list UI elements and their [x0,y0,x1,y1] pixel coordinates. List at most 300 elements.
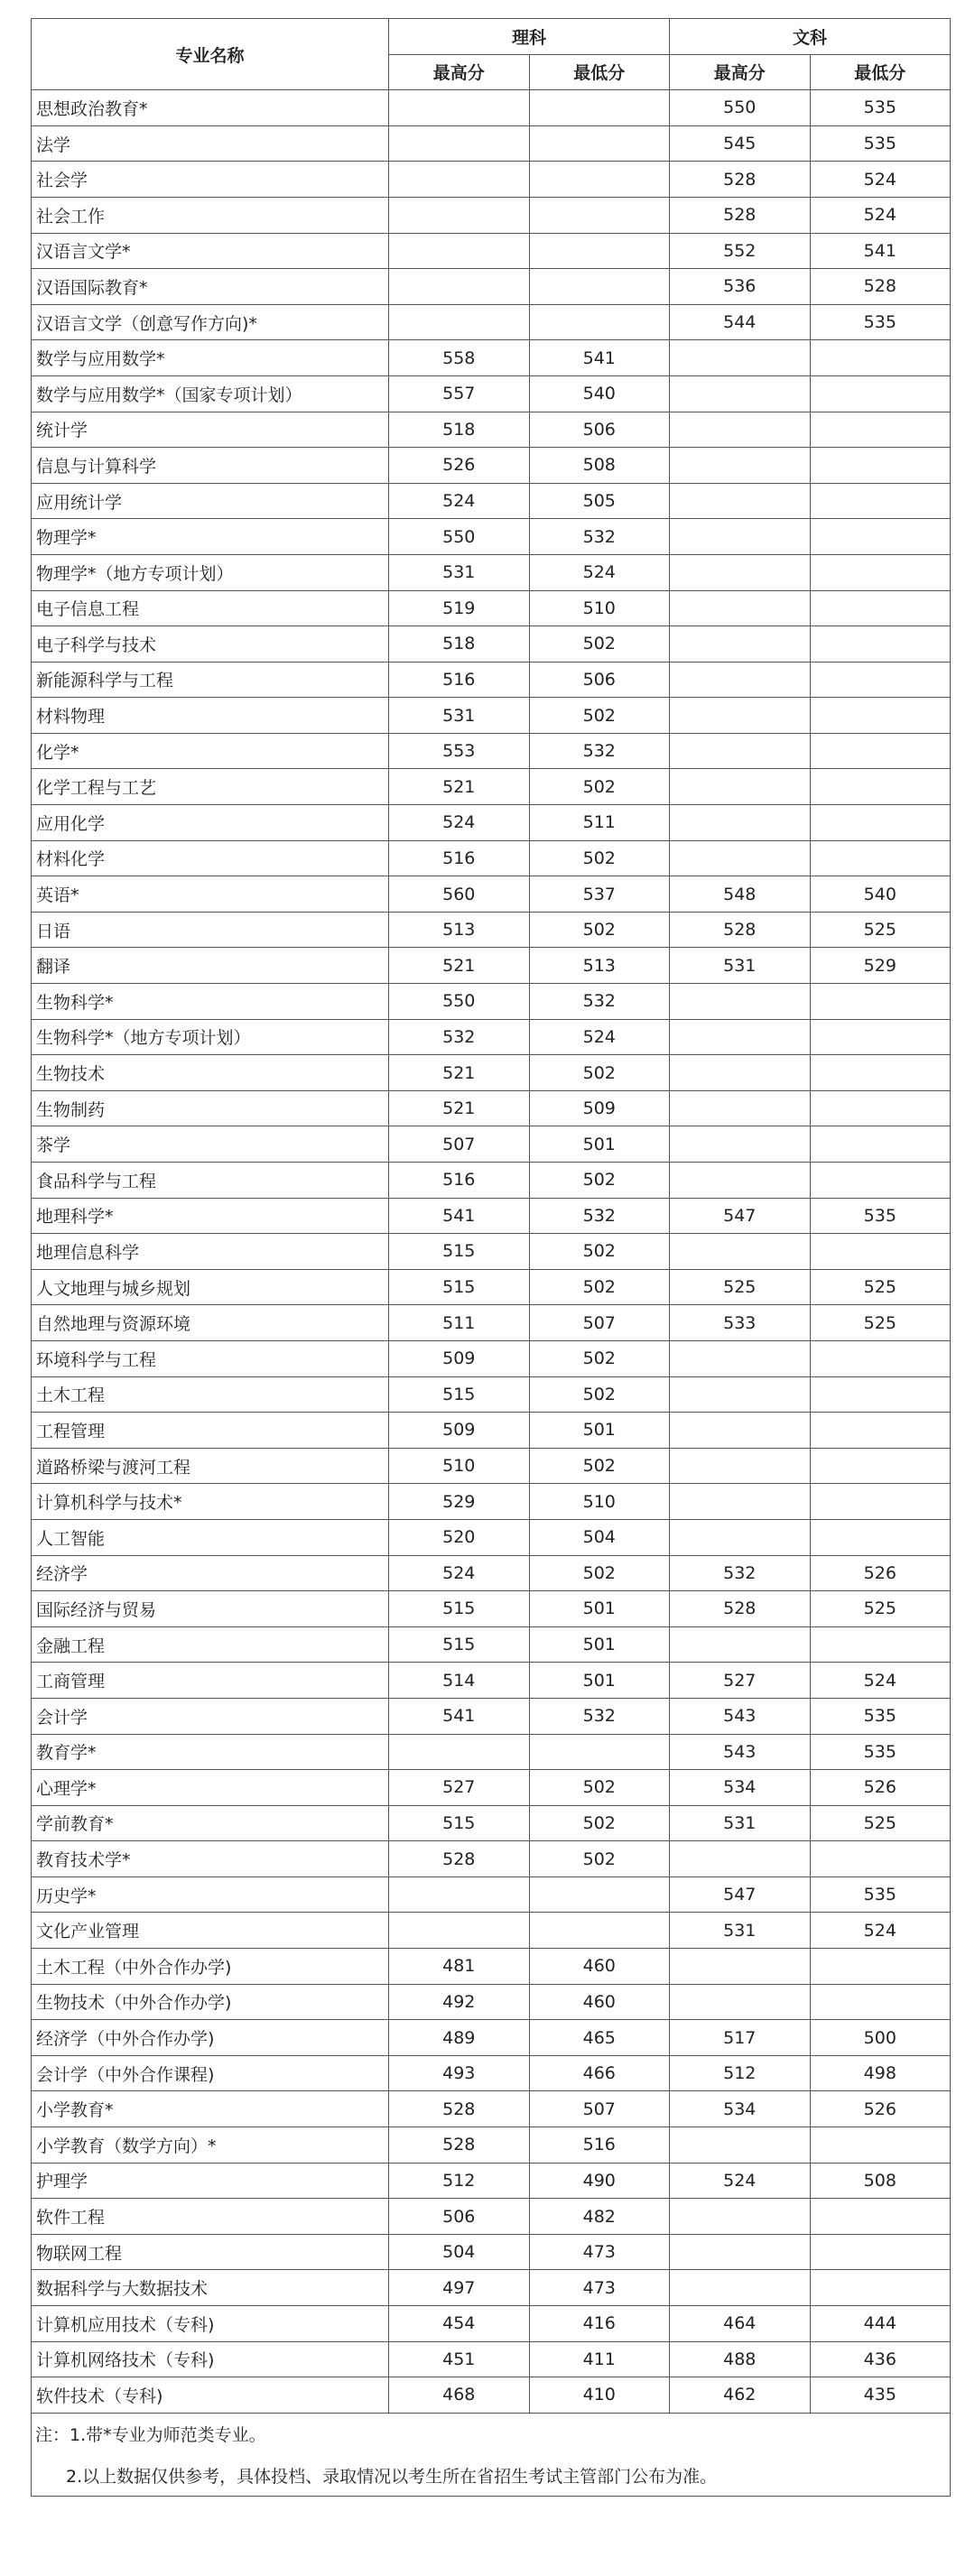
science-max-cell: 531 [389,554,530,590]
arts-min-cell [810,1949,951,1985]
arts-max-cell: 512 [670,2055,811,2091]
arts-min-cell: 525 [810,1805,951,1841]
science-min-cell: 502 [529,1340,670,1376]
arts-max-cell: 547 [670,1876,811,1913]
science-max-cell: 515 [389,1626,530,1663]
major-name-cell: 土木工程（中外合作办学) [32,1949,389,1985]
arts-max-cell [670,1448,811,1484]
major-name-cell: 心理学* [32,1770,389,1806]
science-min-cell: 511 [529,805,670,841]
arts-max-cell [670,662,811,698]
arts-min-cell [810,805,951,841]
major-name-cell: 生物技术（中外合作办学) [32,1984,389,2020]
science-max-cell: 531 [389,698,530,734]
major-name-cell: 教育技术学* [32,1841,389,1877]
arts-max-cell [670,2234,811,2270]
science-max-cell [389,1734,530,1770]
major-name-cell: 化学工程与工艺 [32,769,389,805]
science-min-cell: 502 [529,1163,670,1199]
table-row [32,483,951,519]
major-name-cell: 数据科学与大数据技术 [32,2270,389,2306]
arts-min-cell [810,2270,951,2306]
major-name-cell: 食品科学与工程 [32,1163,389,1199]
arts-min-cell [810,840,951,876]
arts-max-cell: 531 [670,948,811,984]
science-max-cell: 528 [389,2127,530,2164]
table-row [32,1376,951,1413]
science-min-cell: 410 [529,2377,670,2414]
science-max-cell: 515 [389,1234,530,1270]
arts-min-cell [810,1234,951,1270]
arts-min-cell: 535 [810,304,951,340]
arts-max-cell [670,1163,811,1199]
science-max-cell: 509 [389,1413,530,1449]
major-name-cell: 软件技术（专科) [32,2377,389,2414]
table-row [32,1305,951,1341]
arts-min-cell [810,626,951,663]
science-min-cell: 516 [529,2127,670,2164]
arts-min-cell [810,1055,951,1091]
science-min-cell: 510 [529,590,670,626]
table-row [32,90,951,126]
arts-max-cell: 464 [670,2306,811,2342]
header-arts: 文科 [670,19,951,55]
arts-min-cell: 500 [810,2020,951,2056]
arts-min-cell: 535 [810,1734,951,1770]
science-max-cell [389,197,530,233]
arts-min-cell: 529 [810,948,951,984]
major-name-cell: 思想政治教育* [32,90,389,126]
arts-max-cell: 543 [670,1698,811,1734]
arts-max-cell [670,1949,811,1985]
arts-max-cell [670,519,811,555]
note-line-2: 2.以上数据仅供参考，具体投档、录取情况以考生所在省招生考试主管部门公布为准。 [32,2454,951,2496]
arts-max-cell [670,626,811,663]
science-min-cell [529,125,670,162]
arts-min-cell: 535 [810,1698,951,1734]
arts-max-cell: 548 [670,876,811,913]
science-min-cell: 502 [529,1376,670,1413]
arts-min-cell [810,2127,951,2164]
table-row [32,1519,951,1555]
science-max-cell: 516 [389,662,530,698]
major-name-cell: 社会学 [32,162,389,198]
arts-min-cell: 525 [810,1305,951,1341]
arts-min-cell: 435 [810,2377,951,2414]
arts-min-cell: 535 [810,90,951,126]
science-max-cell [389,1876,530,1913]
table-row [32,590,951,626]
major-name-cell: 历史学* [32,1876,389,1913]
table-row [32,2234,951,2270]
arts-max-cell [670,448,811,484]
arts-min-cell: 508 [810,2163,951,2199]
science-min-cell: 502 [529,1269,670,1305]
science-min-cell: 505 [529,483,670,519]
major-name-cell: 统计学 [32,412,389,448]
table-row [32,2199,951,2235]
table-row [32,519,951,555]
arts-min-cell [810,769,951,805]
science-min-cell: 501 [529,1663,670,1699]
arts-min-cell [810,2234,951,2270]
table-row [32,554,951,590]
science-max-cell: 524 [389,483,530,519]
arts-min-cell: 436 [810,2341,951,2377]
major-name-cell: 国际经济与贸易 [32,1591,389,1627]
science-min-cell [529,269,670,305]
arts-min-cell [810,483,951,519]
science-max-cell [389,125,530,162]
arts-min-cell: 524 [810,197,951,233]
major-name-cell: 文化产业管理 [32,1913,389,1949]
major-name-cell: 电子信息工程 [32,590,389,626]
major-name-cell: 生物制药 [32,1090,389,1126]
arts-min-cell [810,412,951,448]
table-row [32,233,951,269]
arts-max-cell [670,2127,811,2164]
arts-min-cell [810,1484,951,1520]
table-row [32,1698,951,1734]
major-name-cell: 英语* [32,876,389,913]
arts-min-cell [810,1163,951,1199]
table-row [32,448,951,484]
arts-min-cell [810,2199,951,2235]
science-min-cell: 502 [529,698,670,734]
major-name-cell: 汉语言文学* [32,233,389,269]
arts-min-cell: 444 [810,2306,951,2342]
major-name-cell: 经济学 [32,1555,389,1591]
science-min-cell [529,90,670,126]
science-min-cell [529,197,670,233]
arts-max-cell: 552 [670,233,811,269]
table-row [32,375,951,412]
arts-max-cell: 543 [670,1734,811,1770]
arts-max-cell: 528 [670,912,811,948]
arts-max-cell [670,840,811,876]
science-min-cell [529,1913,670,1949]
table-row [32,2020,951,2056]
major-name-cell: 教育学* [32,1734,389,1770]
major-name-cell: 小学教育* [32,2091,389,2127]
science-max-cell: 518 [389,412,530,448]
arts-max-cell [670,1126,811,1163]
table-row [32,2377,951,2414]
arts-max-cell [670,412,811,448]
arts-max-cell [670,984,811,1020]
arts-max-cell [670,1841,811,1877]
major-name-cell: 会计学（中外合作课程) [32,2055,389,2091]
table-row [32,2055,951,2091]
science-min-cell: 532 [529,733,670,769]
major-name-cell: 人文地理与城乡规划 [32,1269,389,1305]
science-max-cell: 532 [389,1019,530,1055]
table-row [32,769,951,805]
arts-max-cell: 544 [670,304,811,340]
major-name-cell: 数学与应用数学*（国家专项计划） [32,375,389,412]
major-name-cell: 汉语国际教育* [32,269,389,305]
major-name-cell: 环境科学与工程 [32,1340,389,1376]
science-max-cell: 524 [389,1555,530,1591]
arts-min-cell [810,1376,951,1413]
arts-min-cell [810,1413,951,1449]
arts-min-cell [810,448,951,484]
science-max-cell: 528 [389,1841,530,1877]
arts-max-cell [670,805,811,841]
science-max-cell: 521 [389,1090,530,1126]
science-max-cell: 507 [389,1126,530,1163]
science-min-cell: 524 [529,554,670,590]
science-min-cell [529,162,670,198]
arts-max-cell: 547 [670,1198,811,1234]
arts-max-cell [670,483,811,519]
arts-max-cell: 528 [670,197,811,233]
science-max-cell [389,233,530,269]
science-max-cell: 528 [389,2091,530,2127]
major-name-cell: 学前教育* [32,1805,389,1841]
arts-max-cell [670,1484,811,1520]
arts-max-cell: 550 [670,90,811,126]
table-row [32,1663,951,1699]
major-name-cell: 化学* [32,733,389,769]
arts-max-cell: 534 [670,1770,811,1806]
science-max-cell: 553 [389,733,530,769]
major-name-cell: 材料化学 [32,840,389,876]
science-max-cell: 518 [389,626,530,663]
science-max-cell: 550 [389,519,530,555]
arts-max-cell [670,1519,811,1555]
arts-max-cell [670,1626,811,1663]
table-row [32,1841,951,1877]
science-min-cell: 502 [529,1448,670,1484]
science-min-cell: 501 [529,1126,670,1163]
table-row [32,2341,951,2377]
arts-max-cell [670,733,811,769]
arts-max-cell: 462 [670,2377,811,2414]
arts-max-cell [670,2199,811,2235]
major-name-cell: 社会工作 [32,197,389,233]
science-max-cell [389,1913,530,1949]
table-row [32,1340,951,1376]
science-max-cell: 481 [389,1949,530,1985]
arts-min-cell [810,1019,951,1055]
table-row [32,662,951,698]
arts-min-cell: 524 [810,162,951,198]
arts-min-cell: 498 [810,2055,951,2091]
science-min-cell: 502 [529,626,670,663]
arts-max-cell [670,1376,811,1413]
arts-max-cell: 528 [670,1591,811,1627]
science-max-cell: 514 [389,1663,530,1699]
science-min-cell [529,1734,670,1770]
science-max-cell [389,162,530,198]
table-row [32,2270,951,2306]
major-name-cell: 日语 [32,912,389,948]
science-min-cell: 466 [529,2055,670,2091]
arts-min-cell: 524 [810,1913,951,1949]
table-row [32,1163,951,1199]
arts-max-cell: 531 [670,1805,811,1841]
science-max-cell: 541 [389,1198,530,1234]
header-science: 理科 [389,19,670,55]
arts-max-cell: 533 [670,1305,811,1341]
science-max-cell: 468 [389,2377,530,2414]
arts-max-cell [670,2270,811,2306]
science-max-cell: 492 [389,1984,530,2020]
note-line-1: 注：1.带*专业为师范类专业。 [32,2413,951,2454]
table-row [32,1055,951,1091]
science-min-cell: 506 [529,662,670,698]
science-min-cell: 482 [529,2199,670,2235]
science-min-cell: 502 [529,912,670,948]
header-major-name: 专业名称 [32,19,389,90]
science-max-cell: 529 [389,1484,530,1520]
arts-min-cell: 526 [810,1555,951,1591]
arts-max-cell: 531 [670,1913,811,1949]
science-min-cell: 502 [529,1555,670,1591]
table-row [32,1198,951,1234]
science-min-cell: 502 [529,1234,670,1270]
science-min-cell: 501 [529,1626,670,1663]
major-name-cell: 护理学 [32,2163,389,2199]
arts-max-cell: 532 [670,1555,811,1591]
arts-max-cell [670,340,811,376]
science-min-cell: 532 [529,984,670,1020]
table-row [32,412,951,448]
arts-min-cell [810,1626,951,1663]
major-name-cell: 计算机网络技术（专科) [32,2341,389,2377]
major-name-cell: 茶学 [32,1126,389,1163]
science-max-cell: 515 [389,1805,530,1841]
arts-max-cell: 524 [670,2163,811,2199]
arts-max-cell [670,1340,811,1376]
major-name-cell: 计算机科学与技术* [32,1484,389,1520]
admission-scores-table [31,18,951,2497]
major-name-cell: 工商管理 [32,1663,389,1699]
arts-min-cell [810,984,951,1020]
arts-min-cell: 525 [810,1269,951,1305]
arts-min-cell [810,1448,951,1484]
arts-max-cell [670,375,811,412]
arts-max-cell [670,769,811,805]
arts-min-cell: 525 [810,912,951,948]
science-max-cell: 513 [389,912,530,948]
arts-min-cell [810,1984,951,2020]
table-row [32,1591,951,1627]
major-name-cell: 生物科学*（地方专项计划） [32,1019,389,1055]
arts-min-cell: 528 [810,269,951,305]
science-min-cell: 504 [529,1519,670,1555]
science-max-cell [389,90,530,126]
science-min-cell: 502 [529,1805,670,1841]
table-row [32,1269,951,1305]
table-row [32,948,951,984]
table-row [32,162,951,198]
science-min-cell: 509 [529,1090,670,1126]
science-min-cell: 460 [529,1984,670,2020]
science-min-cell: 502 [529,840,670,876]
table-row [32,1555,951,1591]
science-min-cell: 460 [529,1949,670,1985]
major-name-cell: 软件工程 [32,2199,389,2235]
arts-max-cell: 528 [670,162,811,198]
science-max-cell: 521 [389,769,530,805]
arts-max-cell: 545 [670,125,811,162]
arts-min-cell: 540 [810,876,951,913]
major-name-cell: 自然地理与资源环境 [32,1305,389,1341]
table-row [32,1484,951,1520]
science-min-cell: 473 [529,2234,670,2270]
table-row [32,984,951,1020]
table-row [32,698,951,734]
science-max-cell: 504 [389,2234,530,2270]
major-name-cell: 翻译 [32,948,389,984]
science-min-cell: 507 [529,2091,670,2127]
table-row [32,2091,951,2127]
science-max-cell: 489 [389,2020,530,2056]
science-min-cell: 501 [529,1591,670,1627]
major-name-cell: 新能源科学与工程 [32,662,389,698]
arts-min-cell [810,1841,951,1877]
arts-max-cell [670,590,811,626]
table-row [32,733,951,769]
table-row [32,2163,951,2199]
major-name-cell: 地理科学* [32,1198,389,1234]
arts-min-cell [810,590,951,626]
table-row [32,1984,951,2020]
science-min-cell: 501 [529,1413,670,1449]
major-name-cell: 道路桥梁与渡河工程 [32,1448,389,1484]
table-row [32,1805,951,1841]
science-min-cell [529,304,670,340]
science-max-cell: 560 [389,876,530,913]
table-row [32,1626,951,1663]
science-max-cell: 497 [389,2270,530,2306]
science-min-cell [529,233,670,269]
science-min-cell: 541 [529,340,670,376]
science-min-cell: 508 [529,448,670,484]
table-row [32,805,951,841]
science-max-cell: 512 [389,2163,530,2199]
science-max-cell: 521 [389,1055,530,1091]
table-row [32,1413,951,1449]
science-max-cell: 526 [389,448,530,484]
arts-max-cell: 527 [670,1663,811,1699]
science-max-cell: 557 [389,375,530,412]
major-name-cell: 应用化学 [32,805,389,841]
arts-max-cell [670,1413,811,1449]
science-max-cell: 519 [389,590,530,626]
science-max-cell [389,304,530,340]
science-max-cell: 550 [389,984,530,1020]
admission-scores-table-container [31,18,950,2497]
science-min-cell: 532 [529,1698,670,1734]
science-max-cell: 454 [389,2306,530,2342]
science-max-cell: 516 [389,840,530,876]
major-name-cell: 计算机应用技术（专科) [32,2306,389,2342]
arts-min-cell [810,340,951,376]
science-min-cell: 537 [529,876,670,913]
table-row [32,1770,951,1806]
table-header [32,19,951,90]
table-row [32,1234,951,1270]
table-row [32,876,951,913]
arts-max-cell: 525 [670,1269,811,1305]
science-max-cell: 521 [389,948,530,984]
science-max-cell: 524 [389,805,530,841]
science-min-cell: 510 [529,1484,670,1520]
table-row [32,340,951,376]
